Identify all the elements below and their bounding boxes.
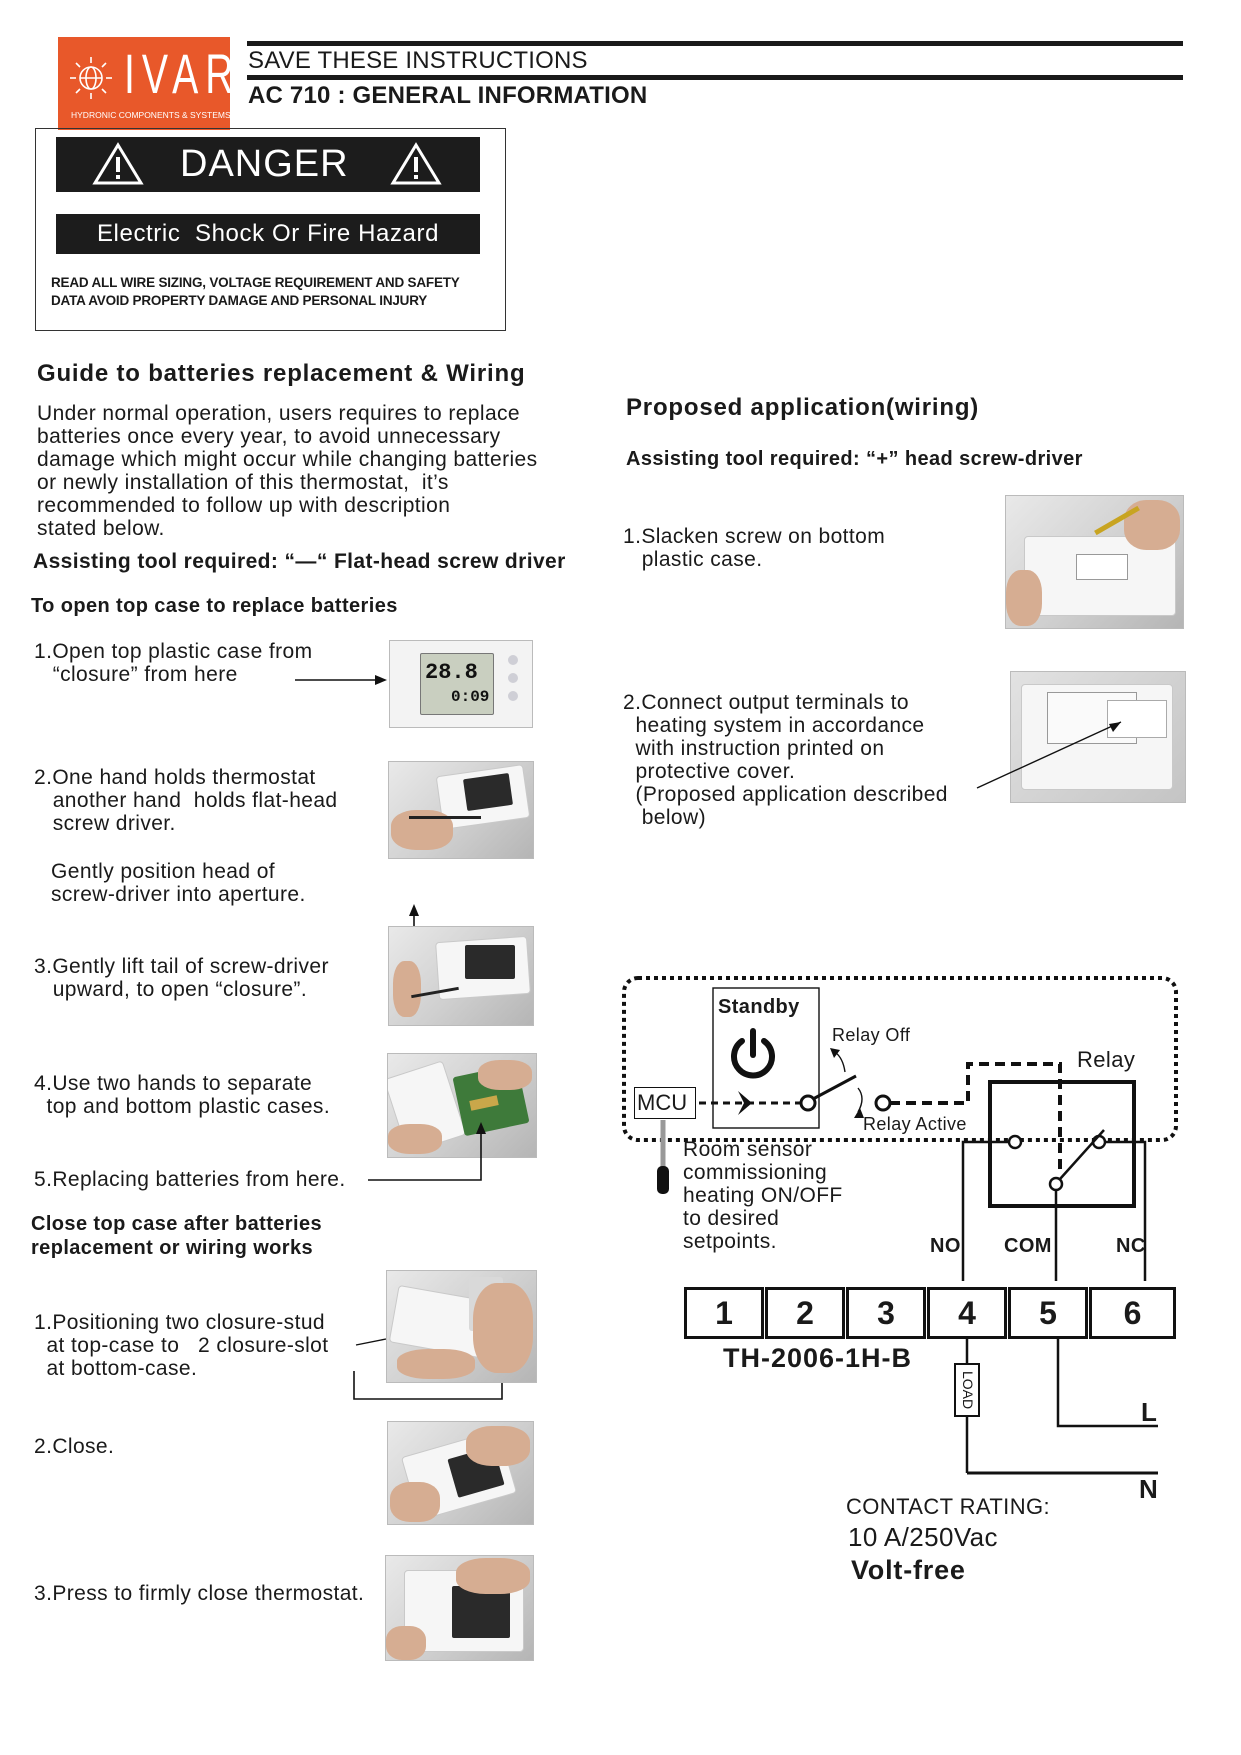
wiring-step-2-line5: (Proposed application described (623, 783, 948, 806)
close-step-2: 2.Close. (34, 1435, 115, 1458)
sensor-text-1: Room sensor (683, 1138, 813, 1161)
guide-heading: Guide to batteries replacement & Wiring (37, 360, 526, 387)
danger-panel (35, 128, 506, 331)
no-label: NO (930, 1235, 961, 1257)
brand-tagline: HYDRONIC COMPONENTS & SYSTEMS (71, 110, 231, 120)
close-heading-line2: replacement or wiring works (31, 1237, 313, 1259)
danger-banner (56, 137, 480, 192)
brand-logo (58, 37, 241, 130)
close-step-1-line1: 1.Positioning two closure-stud (34, 1311, 325, 1334)
open-step-2-line1: 2.One hand holds thermostat (34, 766, 316, 789)
relay-active-label: Relay Active (863, 1114, 967, 1134)
mcu-label: MCU (637, 1090, 688, 1115)
hazard-banner (56, 214, 480, 254)
open-step-3-line2: upward, to open “closure”. (34, 978, 308, 1001)
open-step-2b-line1: Gently position head of (51, 860, 276, 883)
doc-title: AC 710 : GENERAL INFORMATION (248, 82, 648, 109)
mcu-box (634, 1087, 696, 1119)
open-case-heading: To open top case to replace batteries (31, 595, 398, 617)
close-step-1-line2: at top-case to 2 closure-slot (34, 1334, 329, 1357)
thermostat-lcd (420, 653, 494, 715)
nc-label: NC (1116, 1235, 1146, 1257)
intro-line-5: recommended to follow up with description (37, 494, 451, 517)
thermostat-photo (389, 640, 533, 728)
open-step-2-line3: screw driver. (34, 812, 176, 835)
closure-stud-photo (386, 1270, 537, 1383)
volt-free-label: Volt-free (851, 1555, 966, 1585)
relay-label: Relay (1077, 1047, 1136, 1072)
header-rule-top (247, 41, 1183, 46)
wiring-step-1-line1: 1.Slacken screw on bottom (623, 525, 886, 548)
sensor-text-4: to desired (683, 1207, 780, 1230)
close-step-3: 3.Press to firmly close thermostat. (34, 1582, 365, 1605)
open-step-3-line1: 3.Gently lift tail of screw-driver (34, 955, 329, 978)
proposed-heading: Proposed application(wiring) (626, 394, 980, 421)
intro-line-4: or newly installation of this thermostat, it’s (37, 471, 449, 494)
load-label: LOAD (960, 1370, 976, 1410)
intro-line-2: batteries once every year, to avoid unnecessary (37, 425, 501, 448)
open-step-1-line1: 1.Open top plastic case from (34, 640, 313, 663)
slacken-screw-photo (1005, 495, 1184, 629)
pressing-photo (385, 1555, 534, 1661)
arrow-right-icon (295, 673, 387, 687)
battery-pointer-line (368, 1122, 488, 1184)
intro-line-3: damage which might occur while changing batteries (37, 448, 538, 471)
closing-photo (387, 1421, 534, 1525)
intro-line-1: Under normal operation, users requires to replace (37, 402, 521, 425)
brand-name: IVAR (124, 42, 241, 105)
cross-head-tool: Assisting tool required: “+” head screw-driver (626, 448, 1083, 470)
contact-rating-value: 10 A/250Vac (848, 1522, 998, 1552)
terminals-pointer-line (975, 718, 1125, 790)
holding-screwdriver-photo (388, 761, 534, 859)
danger-title: DANGER (180, 143, 349, 185)
sensor-text-2: commissioning (683, 1161, 828, 1184)
sensor-text-5: setpoints. (683, 1230, 777, 1253)
open-step-4-line2: top and bottom plastic cases. (34, 1095, 331, 1118)
wiring-step-2-line3: with instruction printed on (623, 737, 885, 760)
terminal-4: 4 (927, 1287, 1007, 1339)
terminal-6: 6 (1089, 1287, 1176, 1339)
lifting-screwdriver-photo (388, 926, 534, 1026)
hazard-text: Electric Shock Or Fire Hazard (96, 220, 440, 247)
lcd-time: 0:09 (451, 688, 490, 706)
open-step-2b-line2: screw-driver into aperture. (51, 883, 306, 906)
open-step-4-line1: 4.Use two hands to separate (34, 1072, 313, 1095)
warning-triangle-icon (390, 142, 442, 186)
standby-label: Standby (718, 996, 800, 1018)
wiring-step-2-line4: protective cover. (623, 760, 796, 783)
save-instructions: SAVE THESE INSTRUCTIONS (248, 47, 588, 74)
com-label: COM (1004, 1235, 1052, 1257)
sensor-text-3: heating ON/OFF (683, 1184, 843, 1207)
open-step-2-line2: another hand holds flat-head (34, 789, 338, 812)
close-step-1-line3: at bottom-case. (34, 1357, 198, 1380)
intro-line-6: stated below. (37, 517, 165, 540)
danger-warning-line2: DATA AVOID PROPERTY DAMAGE AND PERSONAL INJURY (51, 293, 428, 308)
flat-head-tool: Assisting tool required: “—“ Flat-head screw driver (33, 550, 566, 573)
close-heading-line1: Close top case after batteries (31, 1213, 322, 1235)
power-icon (726, 1027, 780, 1081)
terminal-2: 2 (765, 1287, 845, 1339)
lcd-temperature: 28.8 (425, 660, 478, 685)
neutral-label: N (1139, 1474, 1159, 1504)
globe-logo-icon (68, 55, 114, 101)
wiring-step-1-line2: plastic case. (623, 548, 763, 571)
open-step-5: 5.Replacing batteries from here. (34, 1168, 346, 1191)
warning-triangle-icon (92, 142, 144, 186)
wiring-step-2-line2: heating system in accordance (623, 714, 925, 737)
line-label: L (1141, 1397, 1158, 1427)
open-step-1-line2: “closure” from here (34, 663, 238, 686)
danger-warning-line1: READ ALL WIRE SIZING, VOLTAGE REQUIREMENT AND SAFETY (51, 275, 460, 290)
contact-rating-label: CONTACT RATING: (846, 1494, 1050, 1519)
header-rule-bottom (247, 75, 1183, 80)
model-label: TH-2006-1H-B (723, 1343, 913, 1373)
terminal-5: 5 (1008, 1287, 1088, 1339)
wiring-step-2-line6: below) (623, 806, 706, 829)
terminal-1: 1 (684, 1287, 764, 1339)
wiring-step-2-line1: 2.Connect output terminals to (623, 691, 909, 714)
relay-off-label: Relay Off (832, 1025, 911, 1045)
terminal-3: 3 (846, 1287, 926, 1339)
